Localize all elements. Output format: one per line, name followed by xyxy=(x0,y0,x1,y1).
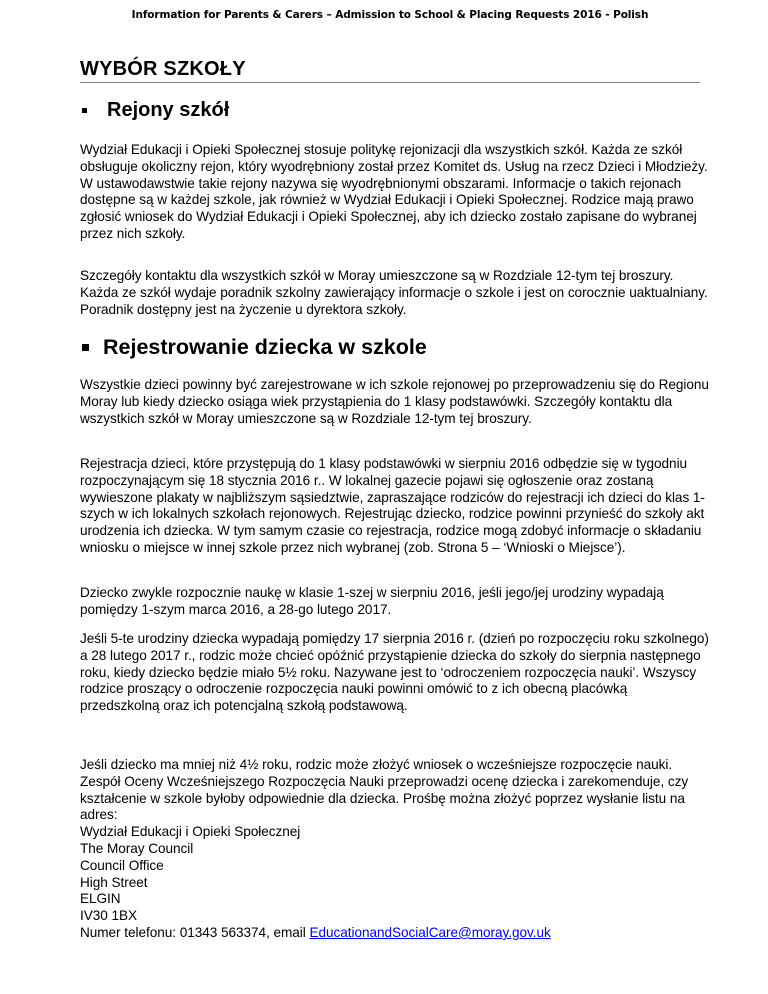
address-line: Wydział Edukacji i Opieki Społecznej xyxy=(80,824,301,840)
paragraph: Jeśli dziecko ma mniej niż 4½ roku, rodzic może złożyć wniosek o wcześniejsze rozpoczęcie nauki. Zespół Oceny Wcześniejszego Rozpoczęcia Nauki przeprowadzi ocenę dziecka i zarekomenduje, czy kształcenie w szkole byłoby odpowiednie dla dziecka. Prośbę można złożyć poprzez wysłanie listu na adres: xyxy=(80,757,689,823)
paragraph: Jeśli 5-te urodziny dziecka wypadają pomiędzy 17 sierpnia 2016 r. (dzień po rozpoczęciu roku szkolnego) a 28 lutego 2017 r., rodzic może chcieć opóźnić przystąpienie dziecka do szkoły do sierpnia następnego roku, kiedy dziecko będzie miało 5½ roku. Nazywane jest to ‘odroczeniem rozpoczęcia nauki’. Wszyscy rodzice proszący o odroczenie rozpoczęcia nauki powinni omówić to z ich obecną placówką przedszkolną oraz ich potencjalną szkołą podstawową. xyxy=(80,631,709,714)
section-heading-text: Rejestrowanie dziecka w szkole xyxy=(103,335,427,359)
address-line: The Moray Council xyxy=(80,840,194,856)
address-block xyxy=(80,757,710,942)
address-line: High Street xyxy=(80,874,148,890)
paragraph: Wszystkie dzieci powinny być zarejestrowane w ich szkole rejonowej po przeprowadzeniu się do Regionu Moray lub kiedy dziecko osiąga wiek przystąpienia do 1 klasy podstawówki. Szczegóły kontaktu dla wszystkich szkół w Moray umieszczone są w Rozdziale 12-tym tej broszury. xyxy=(80,377,709,426)
paragraph: Dziecko zwykle rozpocznie naukę w klasie 1-szej w sierpniu 2016, jeśli jego/jej urodziny wypadają pomiędzy 1-szym marca 2016, a 28-go lutego 2017. xyxy=(80,585,664,617)
square-bullet-icon xyxy=(82,344,89,351)
contact-prefix: Numer telefonu: 01343 563374, email xyxy=(80,924,310,940)
address-line: Council Office xyxy=(80,857,164,873)
paragraph: Szczegóły kontaktu dla wszystkich szkół w Moray umieszczone są w Rozdziale 12-tym tej broszury. Każda ze szkół wydaje poradnik szkolny zawierający informacje o szkole i jest on corocznie uaktualniany. Poradnik dostępny jest na życzenie u dyrektora szkoły. xyxy=(80,268,708,317)
page-title: WYBÓR SZKOŁY xyxy=(80,58,700,83)
address-line: ELGIN xyxy=(80,891,121,907)
section-heading-text: Rejony szkół xyxy=(107,99,230,121)
section-heading-school-districts xyxy=(80,99,229,122)
paragraph: Wydział Edukacji i Opieki Społecznej stosuje politykę rejonizacji dla wszystkich szkół. Każda ze szkół obsługuje okoliczny rejon, który wyodrębniony został przez Komitet ds. Usług na rzecz Dzieci i Młodzieży. W ustawodawstwie takie rejony nazywa się wyodrębnionymi obszarami. Informacje o takich rejonach dostępne są w każdej szkole, jak również w Wydział Edukacji i Opieki Społecznej. Rodzice mają prawo zgłosić wniosek do Wydział Edukacji i Opieki Społecznej, aby ich dziecko zostało zapisane do wybranej przez nich szkoły. xyxy=(80,142,708,241)
square-bullet-icon xyxy=(82,108,87,113)
paragraph: Rejestracja dzieci, które przystępują do 1 klasy podstawówki w sierpniu 2016 odbędzie się w tygodniu rozpoczynającym się 18 stycznia 2016 r.. W lokalnej gazecie pojawi się ogłoszenie oraz zostaną wywieszone plakaty w najbliższym sąsiedztwie, zapraszające rodziców do rejestracji ich dzieci do klas 1-szych w ich lokalnych szkołach rejonowych. Rejestrując dziecko, rodzice powinni przynieść do szkoły akt urodzenia ich dziecka. W tym samym czasie co rejestracja, rodzice mogą zdobyć informacje o składaniu wniosku o miejsce w innej szkole przez nich wybranej (zob. Strona 5 – ‘Wnioski o Miejsce’). xyxy=(80,456,705,555)
email-link[interactable]: EducationandSocialCare@moray.gov.uk xyxy=(309,924,551,940)
contact-line xyxy=(80,925,710,942)
header-note: Information for Parents & Carers – Admission to School & Placing Requests 2016 - Polish xyxy=(131,9,649,21)
section-heading-registration xyxy=(80,335,427,360)
address-line: IV30 1BX xyxy=(80,908,138,924)
